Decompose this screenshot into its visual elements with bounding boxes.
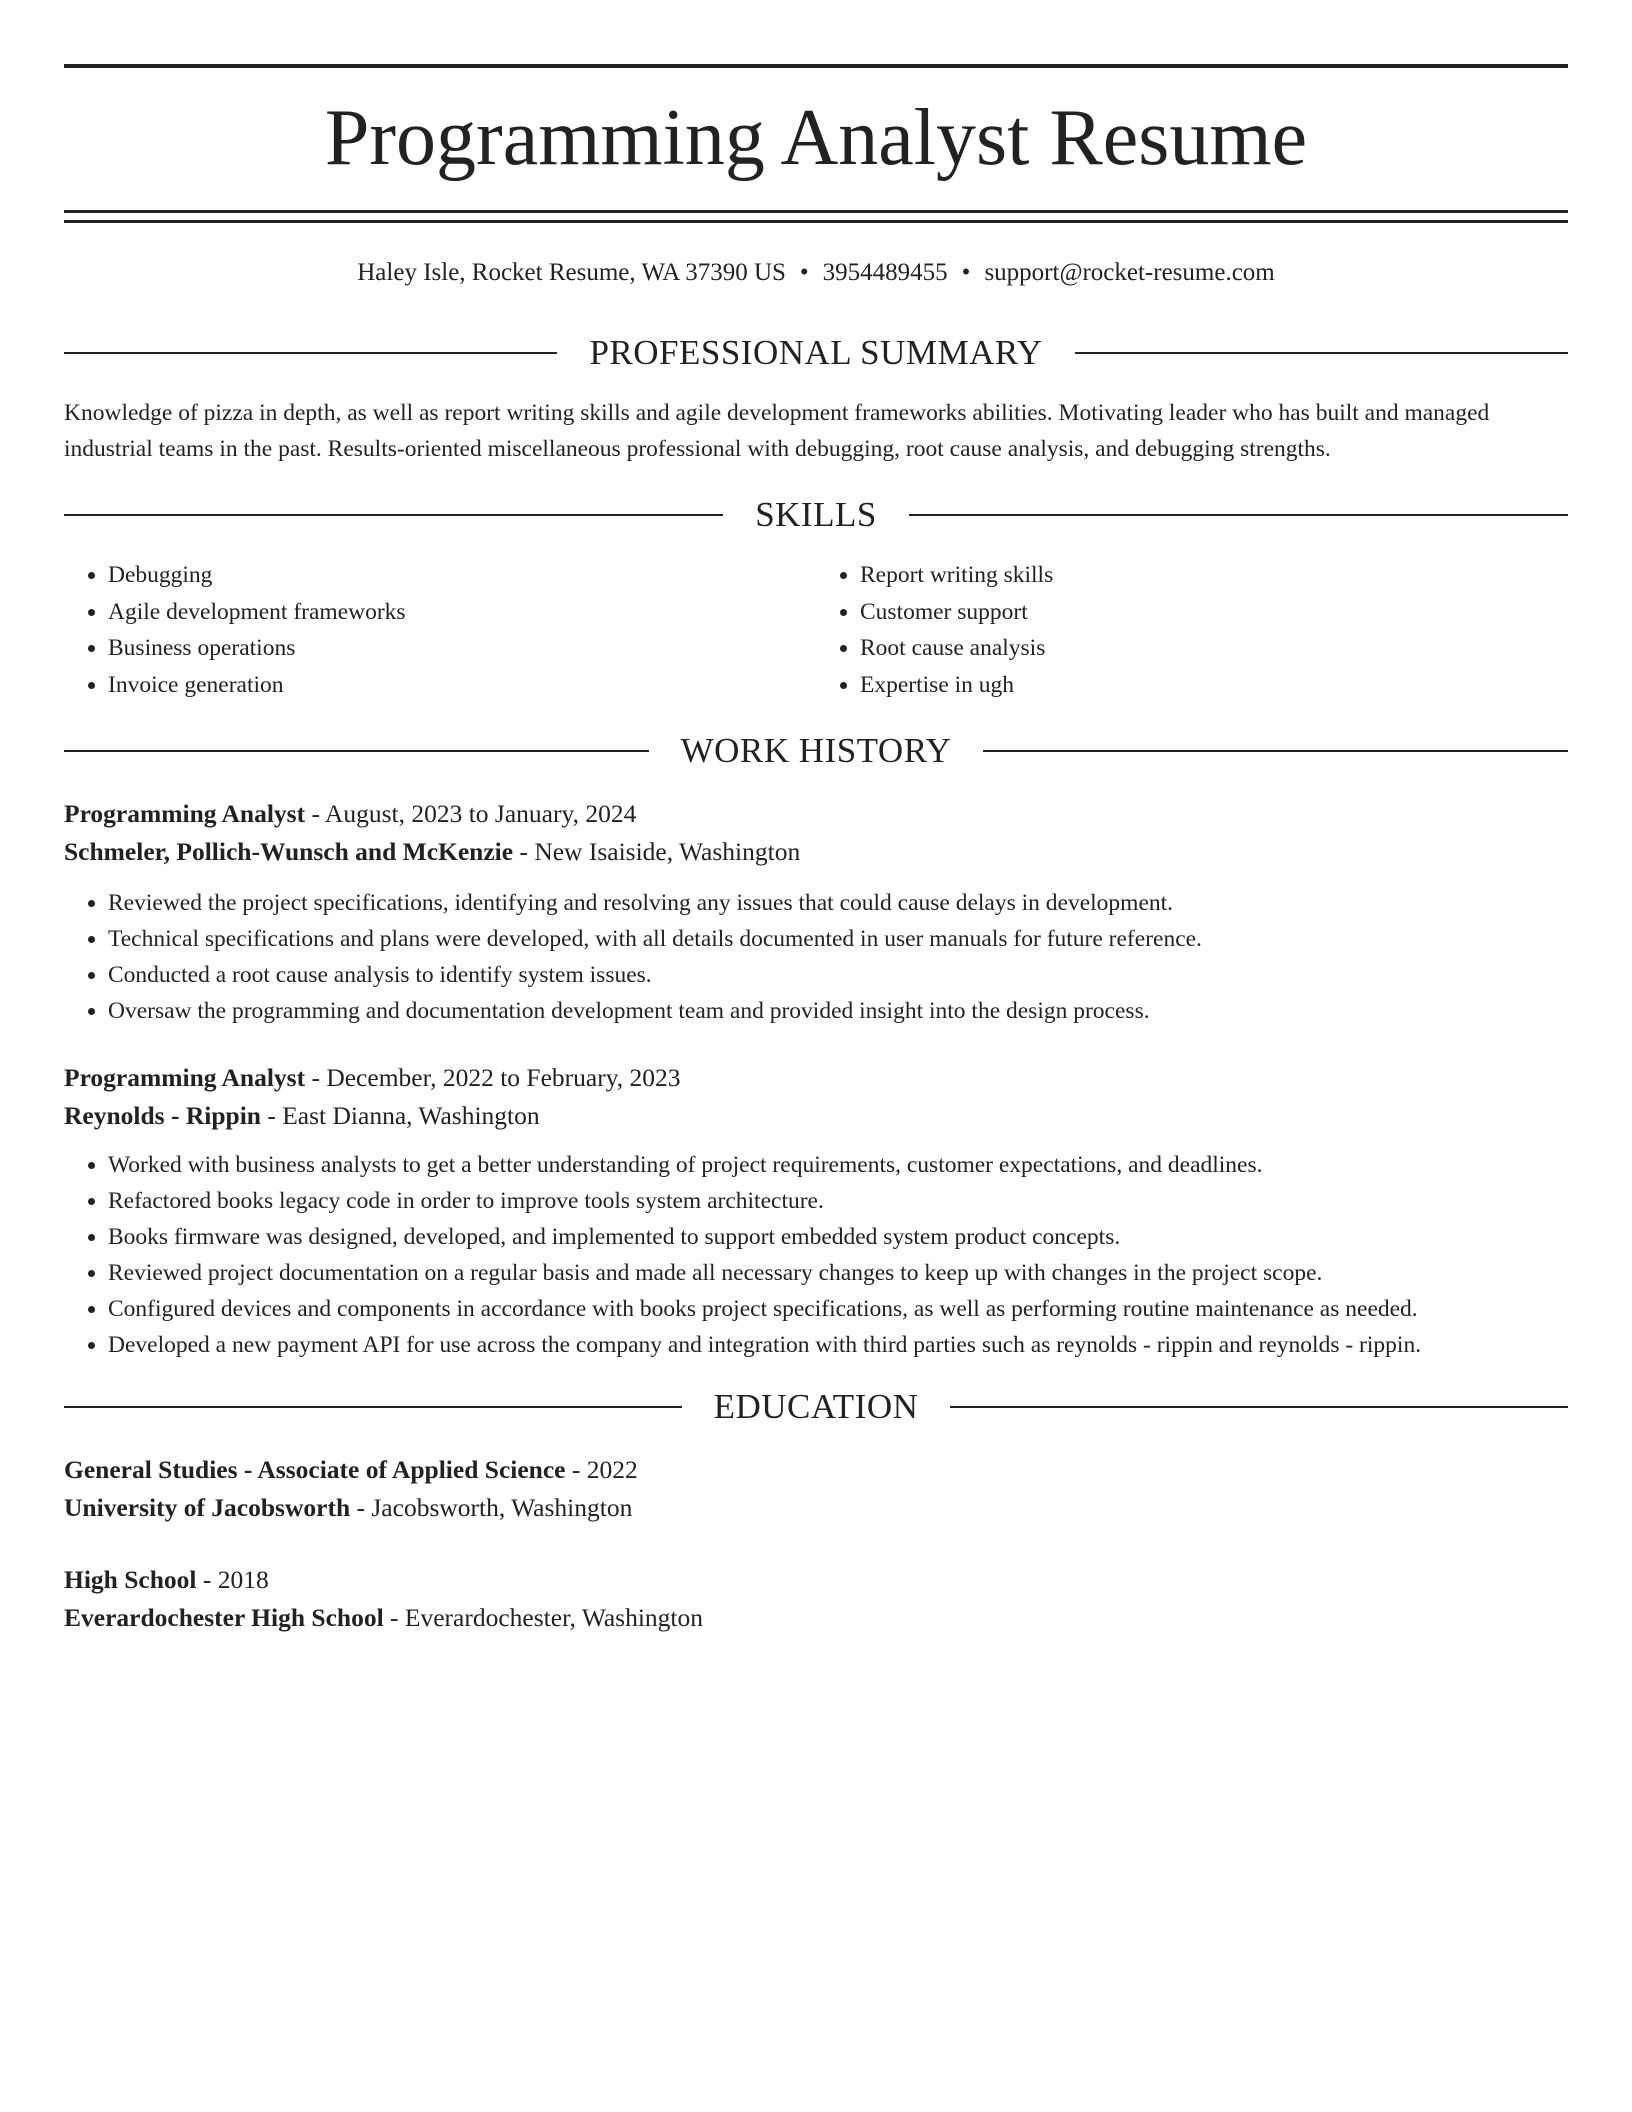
section-rule-right: [983, 750, 1568, 752]
job-company: Schmeler, Pollich-Wunsch and McKenzie: [64, 837, 514, 866]
job-bullets: [64, 885, 1568, 1029]
contact-address: Haley Isle, Rocket Resume, WA 37390 US: [357, 259, 786, 286]
job-bullets: [64, 1147, 1568, 1363]
job-dates: - December, 2022 to February, 2023: [305, 1063, 681, 1092]
job-title: Programming Analyst: [64, 1063, 306, 1092]
education-degree: High School: [64, 1565, 197, 1594]
section-rule-right: [1075, 352, 1568, 354]
job-title-line: [64, 795, 1568, 833]
education-degree: General Studies - Associate of Applied Science: [64, 1455, 566, 1484]
job-location: - New Isaiside, Washington: [513, 837, 801, 866]
education-degree-line: [64, 1451, 1568, 1489]
job-company: Reynolds - Rippin: [64, 1101, 261, 1130]
education-school: Everardochester High School: [64, 1603, 384, 1632]
education-entry: [64, 1451, 1568, 1527]
education-school-line: [64, 1599, 1568, 1637]
page-title: Programming Analyst Resume: [324, 94, 1308, 182]
education-school-line: [64, 1489, 1568, 1527]
education-section-header: [64, 1387, 1568, 1427]
job-bullet: • Books firmware was designed, developed, and implemented to support embedded system product concepts.: [108, 1219, 1568, 1255]
skill-item: • Debugging: [108, 557, 816, 594]
job-title: Programming Analyst: [64, 799, 306, 828]
contact-phone: 3954489455: [822, 259, 948, 286]
job-bullet: • Oversaw the programming and documentation development team and provided insight into the design process.: [108, 993, 1568, 1029]
job-location: - East Dianna, Washington: [260, 1101, 540, 1130]
summary-heading: PROFESSIONAL SUMMARY: [589, 333, 1043, 372]
section-rule-left: [64, 750, 649, 752]
section-rule-right: [909, 514, 1568, 516]
summary-section-header: [64, 333, 1568, 373]
job-dates: - August, 2023 to January, 2024: [305, 799, 637, 828]
skill-item: • Customer support: [860, 594, 1568, 631]
skill-item: • Report writing skills: [860, 557, 1568, 594]
skills-list: [64, 557, 1568, 703]
contact-email: support@rocket-resume.com: [984, 259, 1275, 286]
skill-item: • Expertise in ugh: [860, 667, 1568, 704]
job-entry: [64, 1059, 1568, 1363]
job-bullet: • Technical specifications and plans were developed, with all details documented in user manuals for future reference.: [108, 921, 1568, 957]
education-degree-line: [64, 1561, 1568, 1599]
section-rule-left: [64, 352, 557, 354]
job-bullet: • Configured devices and components in accordance with books project specifications, as well as performing routine maintenance as needed.: [108, 1291, 1568, 1327]
work-heading: WORK HISTORY: [680, 731, 952, 770]
job-entry: [64, 795, 1568, 1029]
skill-item: • Root cause analysis: [860, 630, 1568, 667]
education-heading: EDUCATION: [713, 1387, 919, 1426]
education-location: - Jacobsworth, Washington: [350, 1493, 633, 1522]
education-year: - 2022: [565, 1455, 638, 1484]
section-rule-left: [64, 1406, 682, 1408]
education-school: University of Jacobsworth: [64, 1493, 351, 1522]
contact-separator: •: [961, 259, 971, 286]
skill-item: • Business operations: [108, 630, 816, 667]
job-bullet: • Reviewed the project specifications, identifying and resolving any issues that could cause delays in development.: [108, 885, 1568, 921]
job-bullet: • Refactored books legacy code in order to improve tools system architecture.: [108, 1183, 1568, 1219]
skill-item: • Invoice generation: [108, 667, 816, 704]
job-bullet: • Conducted a root cause analysis to identify system issues.: [108, 957, 1568, 993]
job-bullet: • Developed a new payment API for use across the company and integration with third parties such as reynolds - rippin and reynolds - rippin.: [108, 1327, 1568, 1363]
job-company-line: [64, 833, 1568, 871]
skills-column-right: [816, 557, 1568, 703]
skill-item: • Agile development frameworks: [108, 594, 816, 631]
skills-heading: SKILLS: [755, 495, 877, 534]
skills-section-header: [64, 495, 1568, 535]
contact-line: [64, 257, 1568, 289]
contact-separator: •: [799, 259, 809, 286]
summary-text: Knowledge of pizza in depth, as well as report writing skills and agile development frameworks abilities. Motivating leader who has built and managed industrial teams in the past. Results-oriented miscellaneous professional with debugging, root cause analysis, and debugging strengths.: [64, 400, 1490, 462]
education-year: - 2018: [196, 1565, 269, 1594]
skills-column-left: [64, 557, 816, 703]
education-entry: [64, 1561, 1568, 1637]
section-rule-left: [64, 514, 723, 516]
top-rule: [64, 64, 1568, 68]
job-title-line: [64, 1059, 1568, 1097]
section-rule-right: [950, 1406, 1568, 1408]
job-bullet: • Reviewed project documentation on a regular basis and made all necessary changes to keep up with changes in the project scope.: [108, 1255, 1568, 1291]
title-double-rule: [64, 210, 1568, 223]
work-section-header: [64, 731, 1568, 771]
education-location: - Everardochester, Washington: [383, 1603, 704, 1632]
job-bullet: • Worked with business analysts to get a better understanding of project requirements, customer expectations, and deadlines.: [108, 1147, 1568, 1183]
job-company-line: [64, 1097, 1568, 1135]
